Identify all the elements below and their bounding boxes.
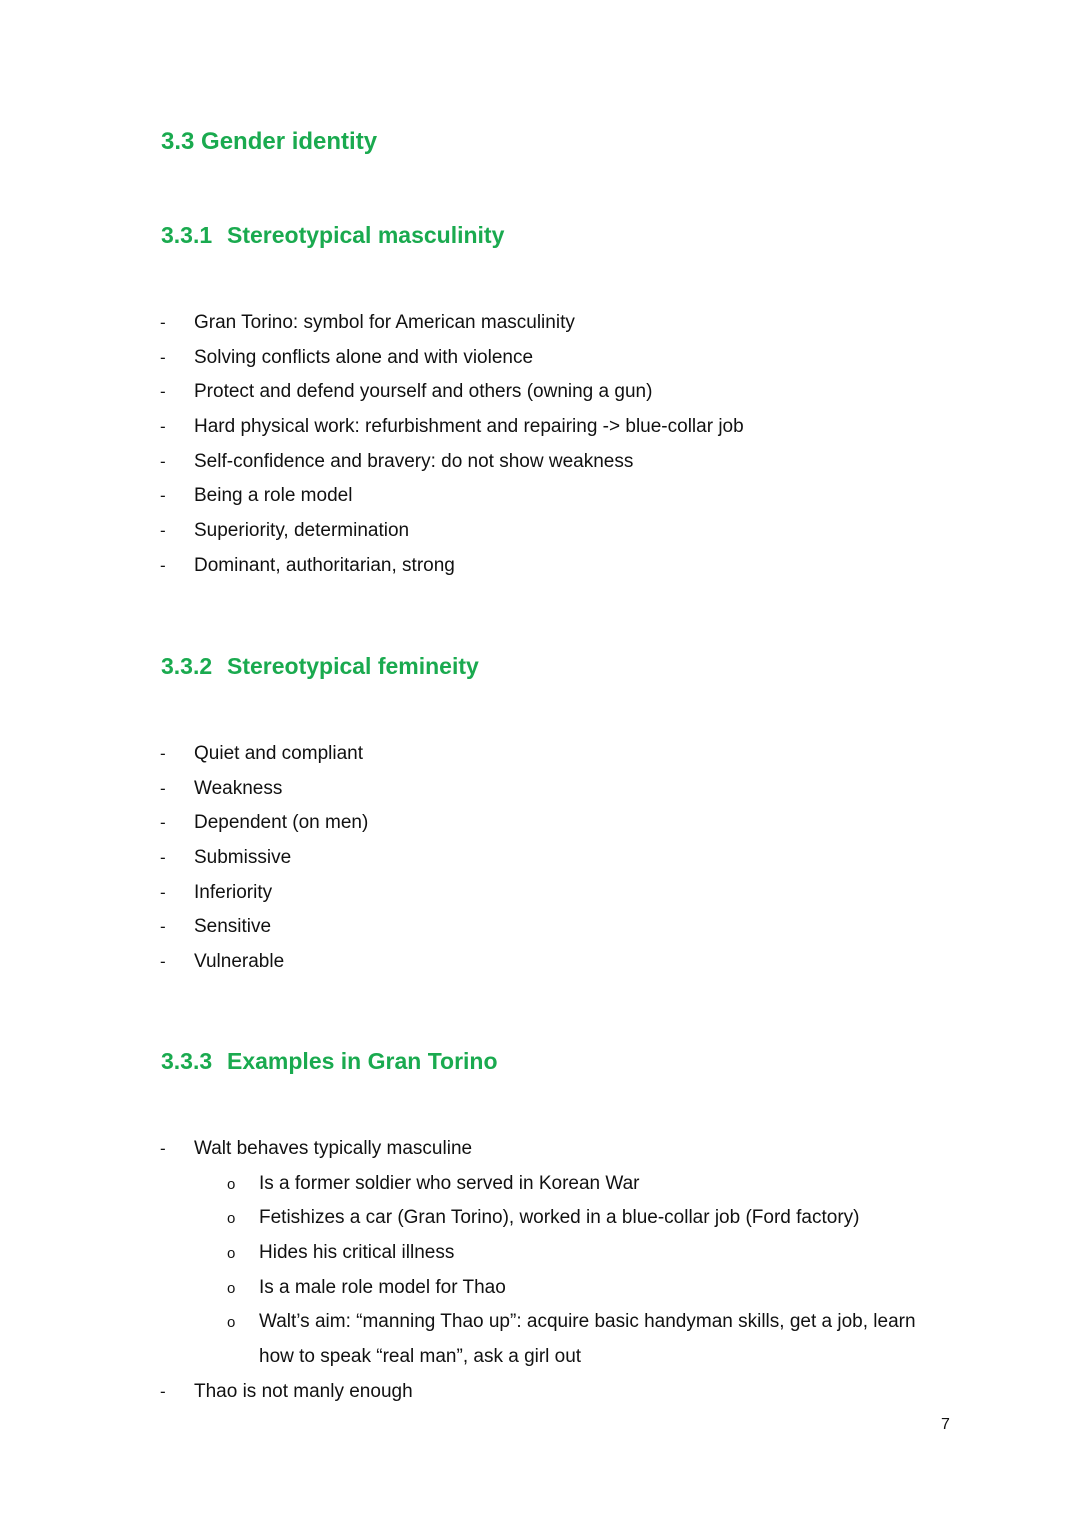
subsection-number: 3.3.1 [161,222,213,248]
dash-bullet: - [160,917,166,937]
list-item-text: Submissive [194,847,292,869]
dash-bullet: - [160,813,166,833]
dash-bullet: - [160,451,166,471]
subsection-heading-femineity [161,653,479,680]
circle-bullet: o [227,1245,236,1263]
list-item-text: Quiet and compliant [194,743,363,764]
list-item-text: Hard physical work: refurbishment and repairing -> blue-collar job [194,416,744,438]
page-number: 7 [941,1416,950,1433]
list-item-text: Dependent (on men) [194,812,369,834]
list-item-text: Solving conflicts alone and with violence [194,346,534,368]
continuation-text: how to speak “real man”, ask a girl out [259,1346,582,1368]
list-item-text: Superiority, determination [194,520,410,542]
subsection-heading-examples [161,1048,498,1075]
circle-bullet: o [227,1314,236,1332]
dash-bullet: - [160,521,166,541]
dash-bullet: - [160,347,166,367]
dash-bullet: - [160,417,166,437]
list-item-text: Vulnerable [194,951,285,973]
list-item-text: Walt behaves typically masculine [194,1138,473,1159]
list-item-text: Gran Torino: symbol for American masculinity [194,312,575,333]
dash-bullet: - [160,744,166,763]
subsection-number: 3.3.3 [161,1048,213,1074]
dash-bullet: - [160,848,166,868]
dash-bullet: - [160,1139,166,1158]
dash-bullet: - [160,486,166,506]
sub-list-item-text: Is a male role model for Thao [259,1276,506,1298]
dash-bullet: - [160,882,166,902]
dash-bullet: - [160,382,166,402]
dash-bullet: - [160,555,166,575]
sub-list-item-text: Fetishizes a car (Gran Torino), worked in a blue-collar job (Ford factory) [259,1207,860,1229]
sub-list-item-text: Is a former soldier who served in Korean War [259,1172,640,1194]
list-item-text: Dominant, authoritarian, strong [194,554,455,576]
list-item-text: Sensitive [194,916,272,938]
subsection-heading-masculinity [161,222,504,249]
dash-bullet: - [160,952,166,972]
subsection-title: Stereotypical masculinity [227,222,505,248]
list-item-text: Thao is not manly enough [194,1380,413,1402]
subsection-title: Stereotypical femineity [227,653,479,679]
circle-bullet: o [227,1175,236,1193]
list-item-text: Inferiority [194,881,273,903]
list-item-text: Weakness [194,777,283,799]
circle-bullet: o [227,1279,236,1297]
dash-bullet: - [160,778,166,798]
circle-bullet: o [227,1210,236,1228]
dash-bullet: - [160,313,166,332]
subsection-title: Examples in Gran Torino [227,1048,498,1074]
sub-list-item-text: Hides his critical illness [259,1242,455,1264]
subsection-number: 3.3.2 [161,653,213,679]
list-item-text: Protect and defend yourself and others (owning a gun) [194,381,653,403]
list-item-text: Being a role model [194,485,353,507]
list-item-text: Self-confidence and bravery: do not show weakness [194,450,634,472]
dash-bullet: - [160,1381,166,1401]
section-title: 3.3 Gender identity [161,128,378,155]
sub-list-item-text: Walt’s aim: “manning Thao up”: acquire basic handyman skills, get a job, learn [259,1311,916,1333]
